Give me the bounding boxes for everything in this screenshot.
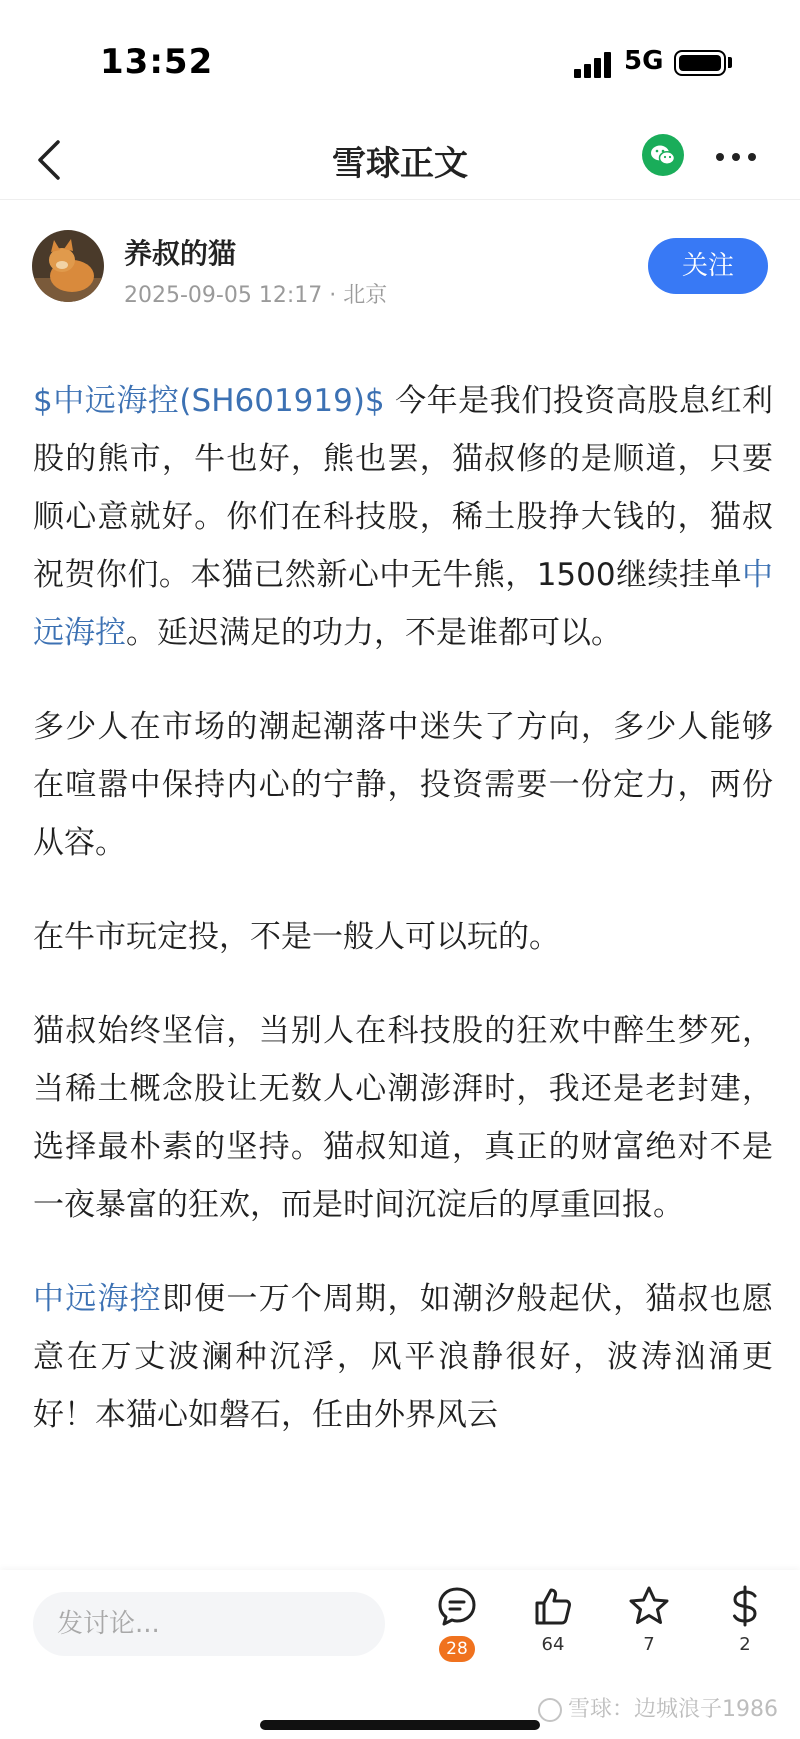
watermark	[538, 1692, 778, 1723]
paragraph-1	[33, 372, 773, 662]
more-icon	[716, 153, 724, 161]
reward-count: 2	[739, 1634, 751, 1655]
cat-avatar-image	[32, 230, 104, 302]
paragraph-3: 在牛市玩定投，不是一般人可以玩的。	[33, 919, 560, 955]
home-indicator[interactable]	[260, 1720, 540, 1730]
more-button[interactable]	[712, 136, 760, 176]
network-label: 5G	[624, 46, 664, 76]
follow-button[interactable]: 关注	[648, 238, 768, 294]
paragraph-2: 多少人在市场的潮起潮落中迷失了方向，多少人能够在喧嚣中保持内心的宁静，投资需要一份定力，两份从容。	[33, 709, 773, 861]
avatar[interactable]	[32, 230, 104, 302]
comment-icon	[435, 1584, 479, 1628]
stock-link[interactable]: 中远海控	[33, 1281, 162, 1317]
star-icon	[627, 1584, 671, 1628]
stock-link[interactable]: 中远海控	[33, 557, 773, 651]
watermark-text: 雪球：边城浪子1986	[568, 1697, 778, 1722]
paragraph-5	[33, 1270, 773, 1444]
author-name[interactable]: 养叔的猫	[124, 237, 237, 270]
paragraph-text: 今年是我们投资高股息红利股的熊市，牛也好，熊也罢，猫叔修的是顺道，只要顺心意就好。你们在科技股，稀土股挣大钱的，猫叔祝贺你们。本猫已然新心中无牛熊，1500继续挂单	[33, 383, 773, 593]
reward-button[interactable]	[710, 1584, 780, 1674]
battery-tip	[728, 57, 732, 68]
status-time: 13:52	[100, 42, 214, 82]
wechat-icon	[642, 134, 684, 176]
article-body	[33, 372, 773, 1480]
xueqiu-logo-icon	[538, 1698, 562, 1722]
nav-bar	[0, 120, 800, 200]
paragraph-text: 即便一万个周期，如潮汐般起伏，猫叔也愿意在万丈波澜种沉浮，风平浪静很好，波涛汹涌更好！本猫心如磐石，任由外界风云	[33, 1281, 774, 1433]
like-count: 64	[541, 1634, 565, 1655]
like-button[interactable]	[518, 1584, 588, 1674]
page-title: 雪球正文	[332, 144, 468, 184]
favorite-button[interactable]	[614, 1584, 684, 1674]
bottom-action-bar	[0, 1570, 800, 1739]
paragraph-text: 。延迟满足的功力，不是谁都可以。	[126, 615, 622, 651]
signal-icon	[574, 50, 614, 78]
battery-icon	[674, 50, 726, 76]
wechat-share-button[interactable]	[642, 134, 684, 176]
comment-input[interactable]	[33, 1592, 385, 1656]
status-bar	[0, 0, 800, 120]
comment-count-badge: 28	[439, 1636, 475, 1662]
like-icon	[531, 1584, 575, 1628]
comment-button[interactable]	[422, 1584, 492, 1674]
favorite-count: 7	[643, 1634, 655, 1655]
stock-tag-link[interactable]: $中远海控(SH601919)$	[33, 383, 385, 419]
post-meta: 2025-09-05 12:17 · 北京	[124, 283, 388, 308]
paragraph-4: 猫叔始终坚信，当别人在科技股的狂欢中醉生梦死，当稀土概念股让无数人心潮澎湃时，我还是老封建，选择最朴素的坚持。猫叔知道，真正的财富绝对不是一夜暴富的狂欢，而是时间沉淀后的厚重回报。	[33, 1013, 773, 1223]
dollar-icon	[723, 1584, 767, 1628]
